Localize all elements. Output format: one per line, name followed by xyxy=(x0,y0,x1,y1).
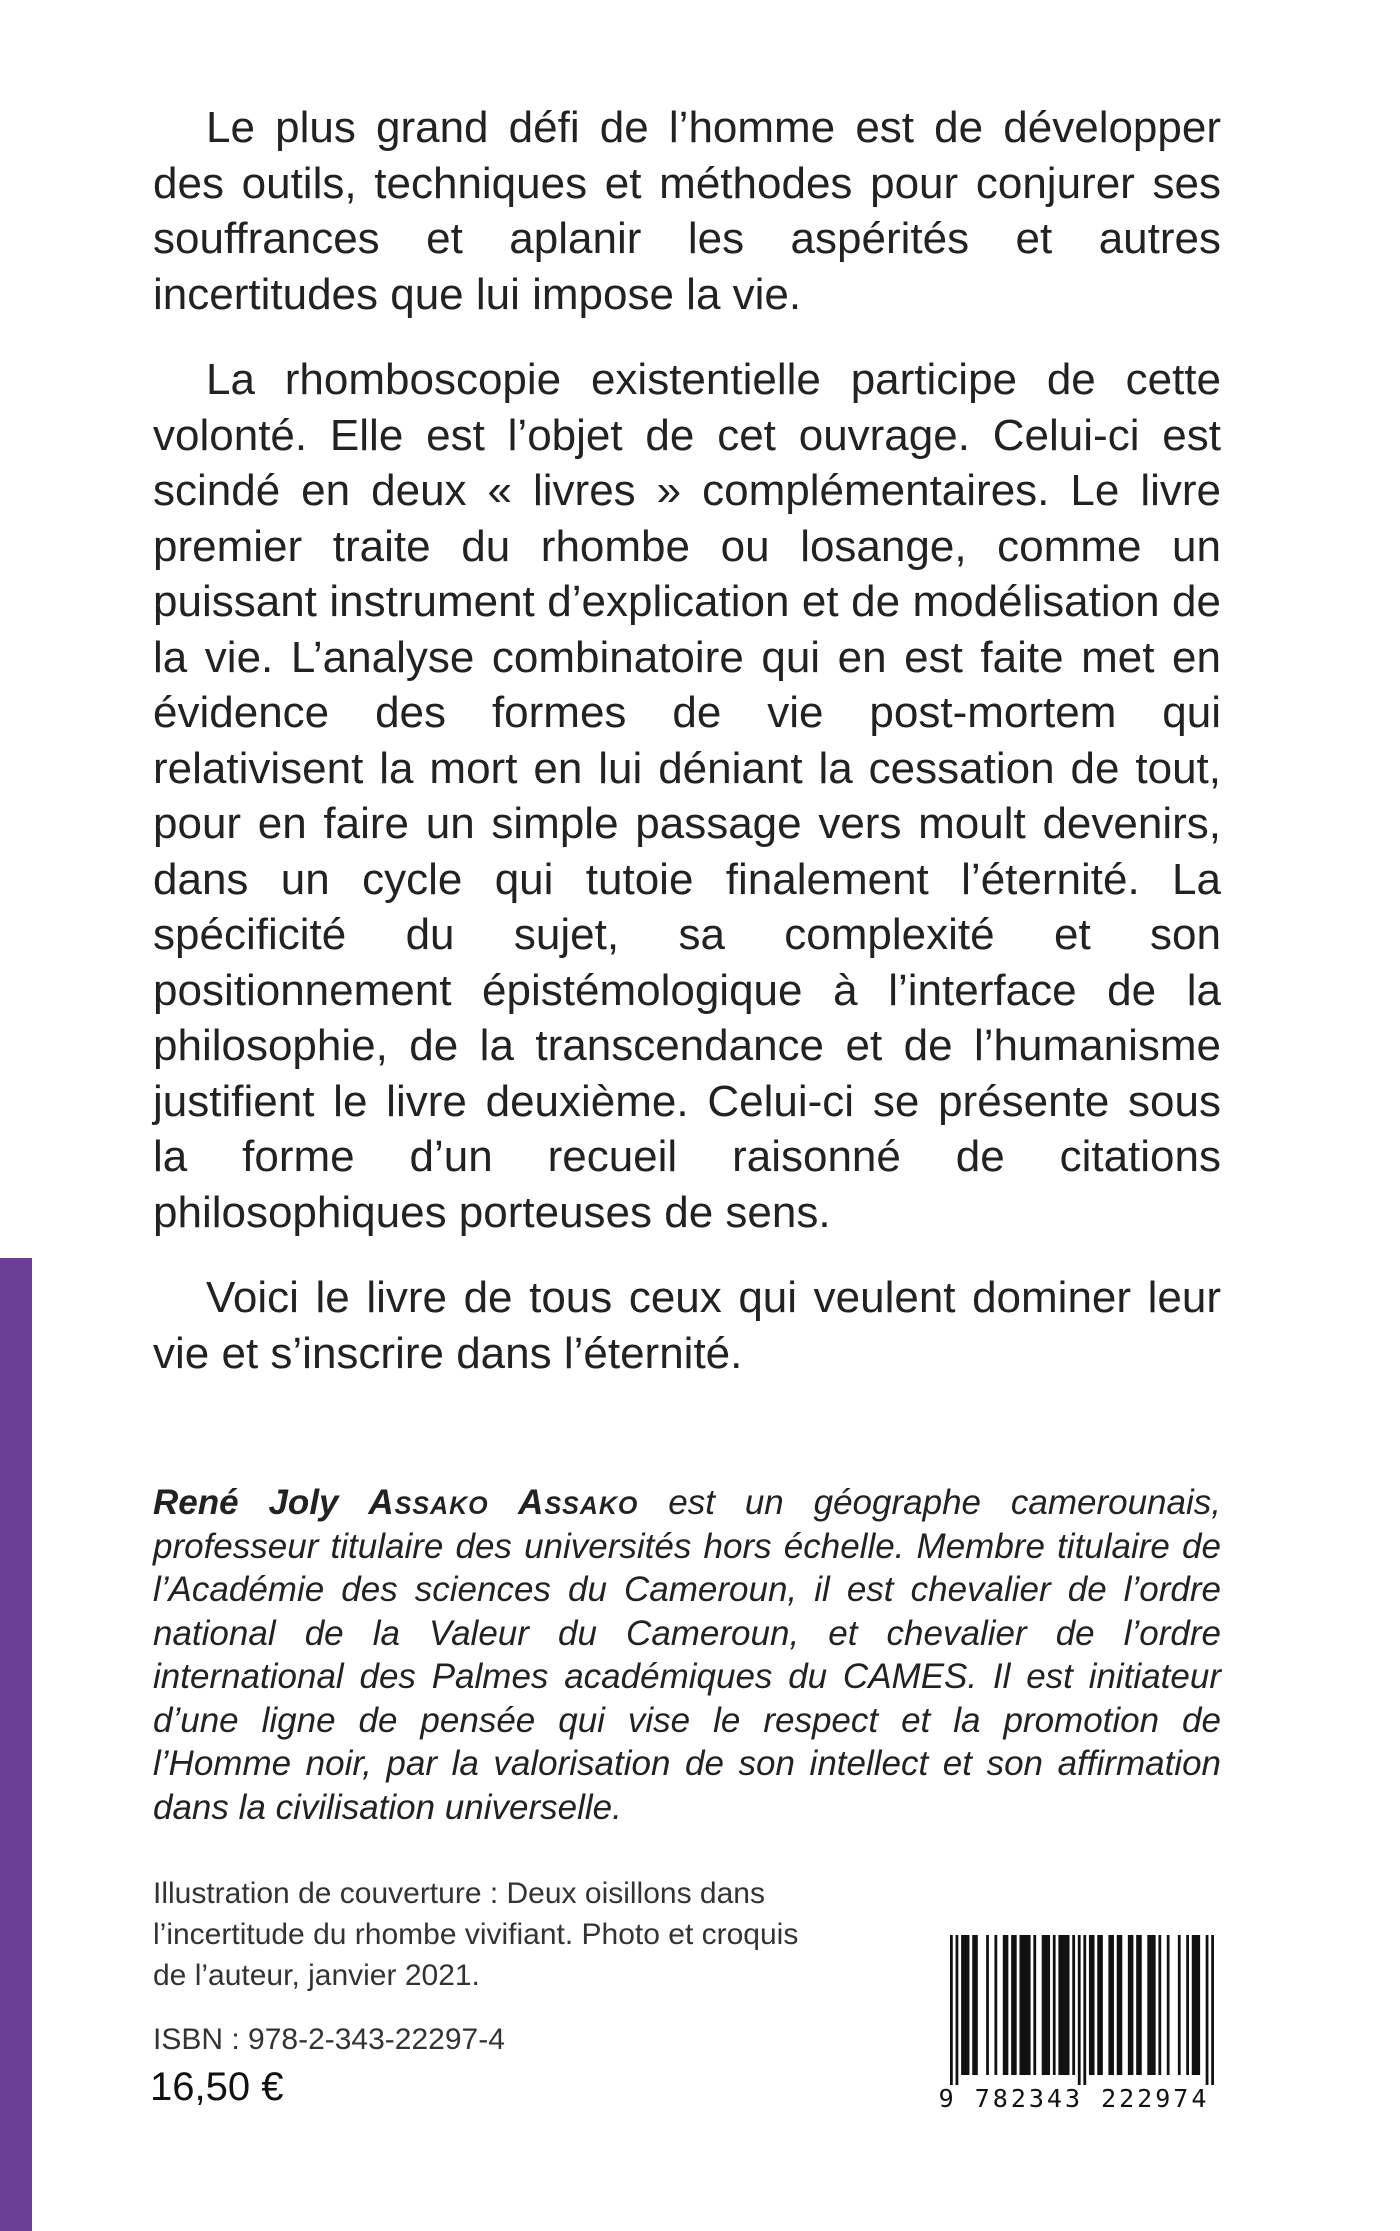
author-first-name: René Joly xyxy=(153,1483,339,1522)
barcode-bar xyxy=(972,1935,978,2075)
barcode-bar xyxy=(1147,1935,1155,2075)
barcode-bar xyxy=(1003,1935,1009,2075)
barcode-bar xyxy=(1078,1935,1081,2085)
summary-paragraph-2: La rhomboscopie existentielle participe de cette volonté. Elle est l’objet de cet ouvrage. Celui-ci est scindé en deux « livres » complémentaires. Le livre premier traite du rhombe ou losange, comme un puissant instrument d’explication et de modélisation de la vie. L’analyse combinatoire qui en est faite met en évidence des formes de vie post-mortem qui relativisent la mort en lui déniant la cessation de tout, pour en faire un simple passage vers moult devenirs, dans un cycle qui tutoie finalement l’éternité. La spécificité du sujet, sa complexité et son positionnement épistémologique à l’interface de la philosophie, de la transcendance et de l’humanisme justifient le livre deuxième. Celui-ci se présente sous la forme d’un recueil raisonné de citations philosophiques porteuses de sens. xyxy=(153,355,1221,1237)
barcode-bar xyxy=(1019,1935,1030,2075)
barcode-bar xyxy=(1192,1935,1200,2075)
author-name xyxy=(153,1483,638,1522)
barcode-bar xyxy=(1108,1935,1114,2075)
barcode-bar xyxy=(994,1935,997,2075)
barcode-bar xyxy=(1128,1935,1134,2075)
barcode-bar xyxy=(986,1935,989,2075)
summary-paragraph-1: Le plus grand défi de l’homme est de développer des outils, techniques et méthodes pour conjurer ses souffrances et aplanir les aspérités et autres incertitudes que lui impose la vie. xyxy=(153,103,1221,319)
barcode-bar xyxy=(1167,1935,1170,2075)
barcode-bar xyxy=(1011,1935,1017,2075)
barcode-bar xyxy=(1089,1935,1095,2075)
barcode-bar xyxy=(1083,1935,1086,2085)
author-bio xyxy=(153,1481,1221,1829)
author-last-name: Assako Assako xyxy=(368,1483,639,1522)
barcode-bar xyxy=(1211,1935,1214,2085)
summary-paragraph-3: Voici le livre de tous ceux qui veulent dominer leur vie et s’inscrire dans l’éternité. xyxy=(153,1273,1221,1378)
purple-accent-bar xyxy=(0,1258,32,2231)
barcode-digits: 9 782343 222974 xyxy=(938,2084,1210,2113)
barcode xyxy=(928,1935,1220,2119)
cover-credit xyxy=(153,1873,913,1996)
barcode-bar xyxy=(1033,1935,1036,2075)
barcode-bar xyxy=(1206,1935,1209,2085)
barcode-bar xyxy=(1053,1935,1056,2075)
isbn: ISBN : 978-2-343-22297-4 xyxy=(153,2023,505,2056)
barcode-bar xyxy=(1072,1935,1075,2075)
author-bio-text: est un géographe camerounais, professeur titulaire des universités hors échelle. Membre titulaire de l’Académie des sciences du Cameroun, il est chevalier de l’ordre national de la Valeur du Cameroun, et chevalier de l’ordre international des Palmes académiques du CAMES. Il est initiateur d’une ligne de pensée qui vise le respect et la promotion de l’Homme noir, par la valorisation de son intellect et son affirmation dans la civilisation universelle. xyxy=(153,1483,1221,1827)
barcode-bar xyxy=(1042,1935,1050,2075)
cover-credit-line: l’incertitude du rhombe vivifiant. Photo et croquis xyxy=(153,1918,799,1951)
barcode-bar xyxy=(1117,1935,1123,2075)
barcode-bar xyxy=(961,1935,969,2075)
barcode-bar xyxy=(1158,1935,1161,2075)
back-cover-summary xyxy=(153,100,1221,1381)
barcode-bars xyxy=(928,1935,1220,2085)
cover-credit-line: de l’auteur, janvier 2021. xyxy=(153,1959,480,1992)
barcode-bar xyxy=(956,1935,959,2085)
barcode-bar xyxy=(1186,1935,1189,2075)
barcode-bar xyxy=(1058,1935,1069,2075)
cover-credit-line: Illustration de couverture : Deux oisillons dans xyxy=(153,1877,765,1910)
barcode-bar xyxy=(1178,1935,1181,2075)
price: 16,50 € xyxy=(150,2065,284,2109)
barcode-bar xyxy=(1136,1935,1142,2075)
barcode-bar xyxy=(1097,1935,1103,2075)
barcode-bar xyxy=(950,1935,953,2085)
